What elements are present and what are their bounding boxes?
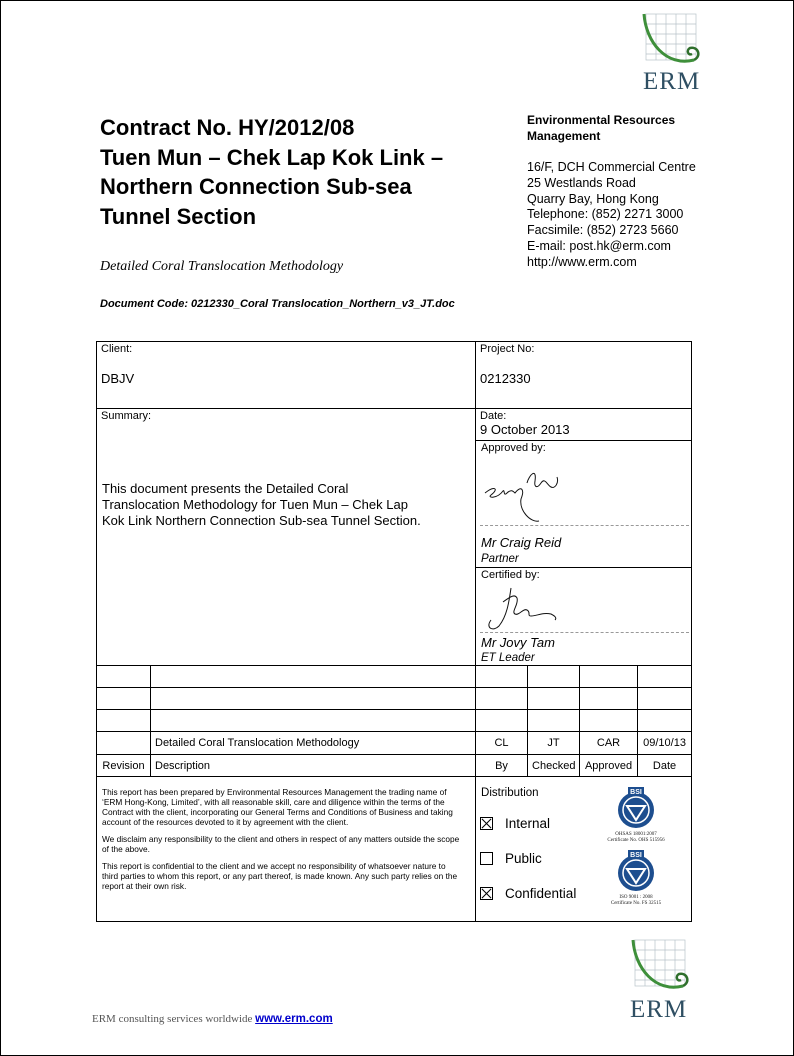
certified-cell (476, 568, 692, 666)
table-cell (476, 666, 528, 688)
table-cell: 09/10/13 (638, 732, 692, 755)
erm-logo-mark-icon (636, 12, 706, 72)
bsi-logo-text: BSI (630, 789, 642, 796)
erm-logo-bottom (625, 938, 695, 1024)
footer-link[interactable]: www.erm.com (255, 1013, 333, 1025)
disclaimer-paragraph: We disclaim any responsibility to the client and others in respect of any matters outside the scope of the above. (102, 834, 460, 854)
table-cell (97, 732, 151, 755)
document-form-table (96, 341, 692, 922)
date-cell (476, 409, 692, 441)
email: E-mail: post.hk@erm.com (527, 238, 671, 253)
certifier-title: ET Leader (481, 652, 535, 664)
table-cell (580, 710, 638, 732)
title-line: Contract No. HY/2012/08 (100, 115, 355, 140)
disclaimer-paragraph: This report is confidential to the client and we accept no responsibility of whatsoever nature to third parties to whom this report, or any part thereof, is made known. Any such party relies on the report at their own risk. (102, 861, 458, 891)
client-row (97, 342, 692, 409)
cert-number: Certificate No. OHS 515956 (607, 838, 665, 843)
document-subtitle: Detailed Coral Translocation Methodology (100, 259, 344, 274)
certified-label: Certified by: (481, 569, 540, 581)
table-cell (528, 688, 580, 710)
company-address (527, 160, 696, 271)
facsimile: Facsimile: (852) 2723 5660 (527, 223, 679, 238)
erm-logo-mark-icon (625, 938, 695, 998)
title-line: Tuen Mun – Chek Lap Kok Link – (100, 144, 444, 170)
signature-line (480, 632, 689, 633)
project-label: Project No: (480, 343, 535, 355)
table-cell (151, 688, 476, 710)
signature-icon (481, 582, 561, 634)
column-header: Approved (580, 755, 638, 777)
approver-title: Partner (481, 553, 519, 565)
distribution-option-public[interactable] (480, 851, 542, 866)
bsi-certification-badge (604, 787, 668, 844)
cert-number: Certificate No. FS 32515 (610, 901, 662, 906)
table-cell (151, 710, 476, 732)
distribution-cell (476, 777, 692, 922)
table-cell: CAR (580, 732, 638, 755)
project-value: 0212330 (480, 371, 531, 386)
project-cell (476, 342, 692, 409)
summary-cell (97, 409, 476, 666)
address-line: Quarry Bay, Hong Kong (527, 191, 659, 206)
date-value: 9 October 2013 (480, 422, 570, 437)
table-cell (580, 666, 638, 688)
signature-icon (481, 463, 571, 525)
column-header: By (476, 755, 528, 777)
approved-label: Approved by: (481, 442, 546, 454)
distribution-option-confidential[interactable] (480, 886, 576, 901)
telephone: Telephone: (852) 2271 3000 (527, 207, 684, 222)
table-row (97, 688, 692, 710)
table-cell (97, 688, 151, 710)
table-row (97, 666, 692, 688)
table-cell (528, 666, 580, 688)
bsi-logo-icon (616, 787, 656, 829)
disclaimer-row (97, 777, 692, 922)
table-cell (638, 688, 692, 710)
bsi-logo-text: BSI (630, 852, 642, 859)
table-cell (638, 666, 692, 688)
footer (92, 1013, 333, 1025)
checkbox-unchecked-icon[interactable] (480, 852, 493, 865)
erm-logo-top (636, 12, 706, 94)
footer-text: ERM consulting services worldwide (92, 1013, 256, 1025)
title-line: Tunnel Section (100, 203, 257, 229)
disclaimer-cell (97, 777, 476, 922)
checkbox-checked-icon[interactable] (480, 817, 493, 830)
client-cell (97, 342, 476, 409)
table-row (97, 732, 692, 755)
approved-cell (476, 441, 692, 568)
table-cell: Detailed Coral Translocation Methodology (151, 732, 476, 755)
logo-text: ERM (643, 68, 701, 95)
signature-line (480, 525, 689, 526)
table-cell (97, 710, 151, 732)
approver-name: Mr Craig Reid (481, 535, 562, 550)
address-line: 25 Westlands Road (527, 175, 636, 190)
table-row (97, 710, 692, 732)
table-cell: CL (476, 732, 528, 755)
document-code: Document Code: 0212330_Coral Translocation_Northern_v3_JT.doc (100, 298, 455, 310)
disclaimer-paragraph: This report has been prepared by Environmental Resources Management the trading name of ‘ERM Hong-Kong, Limited’, with all reasonable skill, care and diligence within the terms of the Contract with the client, incorporating our General Terms and Conditions of Business and taking account of the resources devoted to it by agreement with the client. (102, 787, 453, 827)
client-value: DBJV (101, 371, 135, 386)
column-header: Date (638, 755, 692, 777)
contract-title (100, 113, 480, 231)
table-cell (97, 666, 151, 688)
disclaimer-text (102, 787, 461, 891)
table-header-row (97, 755, 692, 777)
table-cell (476, 710, 528, 732)
summary-row (97, 409, 692, 441)
column-header: Description (151, 755, 476, 777)
table-cell (528, 710, 580, 732)
summary-text: This document presents the Detailed Coral Translocation Methodology for Tuen Mun – Chek Lap Kok Link Northern Connection Sub-sea Tunnel Section. (102, 481, 421, 528)
option-label: Public (505, 851, 542, 866)
table-cell: JT (528, 732, 580, 755)
summary-label: Summary: (101, 410, 152, 422)
bsi-logo-icon (616, 850, 656, 892)
bsi-certification-badge (604, 850, 668, 907)
website: http://www.erm.com (527, 254, 637, 269)
distribution-label: Distribution (481, 787, 539, 799)
table-cell (638, 710, 692, 732)
column-header: Revision (97, 755, 151, 777)
certifier-name: Mr Jovy Tam (481, 635, 555, 650)
cert-standard: ISO 9001 : 2008 (619, 895, 653, 900)
option-label: Confidential (505, 886, 577, 901)
client-label: Client: (101, 343, 133, 355)
company-name: Environmental Resources Management (527, 113, 676, 143)
cert-standard: OHSAS 18001:2007 (615, 832, 657, 837)
date-label: Date: (480, 410, 507, 422)
title-line: Northern Connection Sub-sea (100, 174, 412, 199)
checkbox-checked-icon[interactable] (480, 887, 493, 900)
distribution-option-internal[interactable] (480, 816, 550, 831)
logo-text: ERM (630, 996, 688, 1023)
table-cell (580, 688, 638, 710)
address-line: 16/F, DCH Commercial Centre (527, 160, 696, 174)
column-header: Checked (528, 755, 580, 777)
table-cell (151, 666, 476, 688)
option-label: Internal (505, 816, 551, 831)
table-cell (476, 688, 528, 710)
